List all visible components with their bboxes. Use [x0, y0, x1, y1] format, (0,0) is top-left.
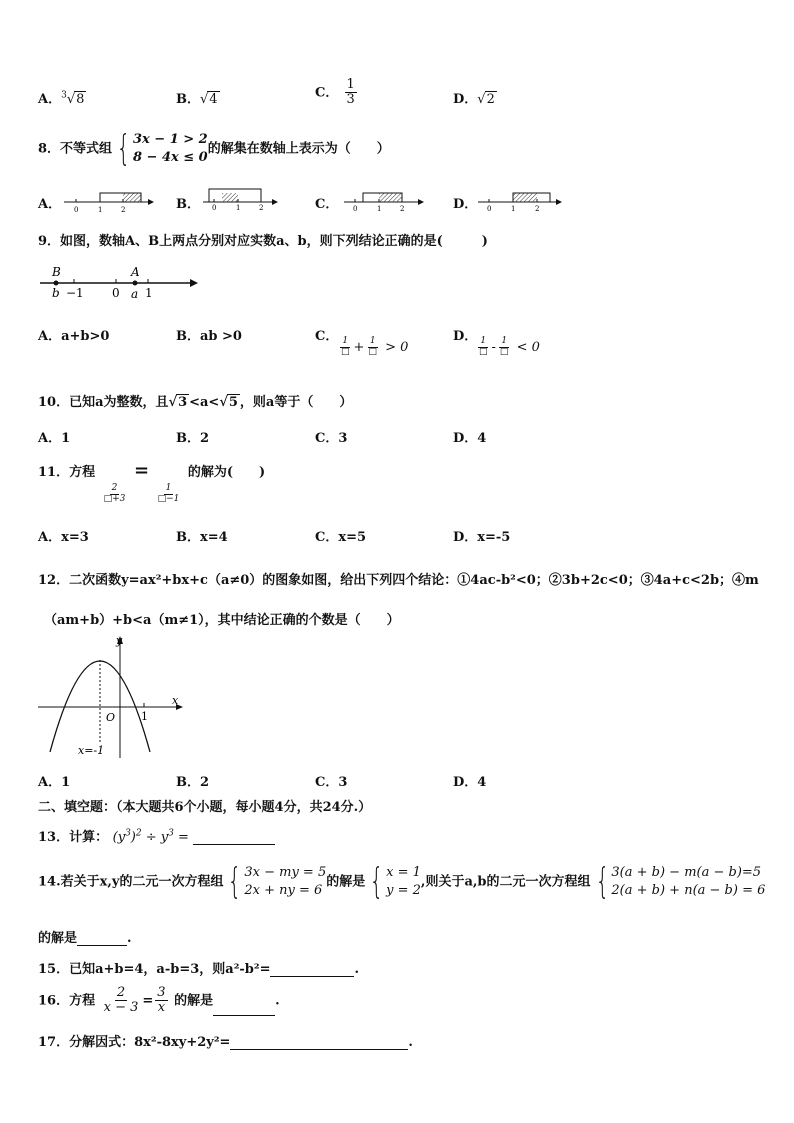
tick-label: 2 — [400, 205, 405, 213]
q12-parabola-graph — [36, 632, 196, 762]
point-label-B: B — [52, 265, 61, 279]
axis-label-y: y — [116, 634, 123, 647]
q8-option-c[interactable]: C． — [315, 197, 339, 212]
q9-option-d[interactable]: D． $\frac{1}{□}$ - $\frac{1}{□}$ < 0 — [453, 329, 540, 357]
q11-option-b[interactable]: B．x=4 — [176, 530, 228, 545]
q14-stem: 14.若关于x,y的二元一次方程组 { 3x − my = 5 2x + ny = 6 的解是 { x = 1 y = 2 ,则关于a,b的二元一次方程组 { 3(a + b) − m(a − b)=5 2(a + b) + n(a − b) = 6 — [38, 861, 766, 902]
q8-option-b[interactable]: B． — [176, 197, 200, 212]
q15-answer-blank[interactable] — [270, 976, 354, 977]
q12-stem-line2: （am+b）+b<a（m≠1），其中结论正确的个数是（ ） — [44, 613, 400, 628]
q15-stem: 15．已知a+b=4，a-b=3，则a²-b²= . — [38, 962, 360, 977]
q13-answer-blank[interactable] — [193, 844, 275, 845]
q8-number-lines — [0, 0, 794, 230]
q7-option-c[interactable]: C． $\frac{1}{3}$ — [315, 77, 355, 108]
q9-option-a[interactable]: A．a+b>0 — [38, 329, 110, 344]
q10-option-b[interactable]: B．2 — [176, 431, 210, 446]
q11-option-a[interactable]: A．x=3 — [38, 530, 89, 545]
q12-option-b[interactable]: B．2 — [176, 775, 210, 790]
q14-answer-blank[interactable] — [77, 945, 127, 946]
q10-stem: 10．已知a为整数，且√3 <a<√5 ，则a等于（ ） — [38, 395, 353, 410]
tick-label: 0 — [74, 206, 79, 214]
q9-number-line — [30, 262, 210, 302]
origin-label: O — [106, 711, 116, 724]
q11-stem: 11．方程 $\frac{2}{□+3}$ = $\frac{1}{□-1}$ 的解为( ) — [38, 460, 266, 504]
label-zero: 0 — [112, 286, 120, 300]
q8-option-a[interactable]: A． — [38, 197, 62, 212]
axis-label-x: x — [172, 694, 179, 707]
number-line-d — [478, 193, 562, 213]
q11-option-d[interactable]: D．x=-5 — [453, 530, 511, 545]
q12-option-c[interactable]: C．3 — [315, 775, 348, 790]
tick-label: 1 — [511, 205, 516, 213]
q8-stem: 8．不等式组 { 3x − 1 > 2 8 − 4x ≤ 0 的解集在数轴上表示为（ ） — [38, 128, 390, 169]
q16-stem: 16．方程 $\frac{2}{x - 3}$ = $\frac{3}{x}$ 的解是 . — [38, 985, 280, 1016]
q13-stem: 13．计算： $(y^3)^2 \div y^3$ = — [38, 826, 275, 845]
q12-stem-line1: 12．二次函数y=ax²+bx+c（a≠0）的图象如图，给出下列四个结论：①4ac-b²<0；②3b+2c<0；③4a+c<2b；④m — [38, 573, 759, 588]
q11-option-c[interactable]: C．x=5 — [315, 530, 367, 545]
number-line-a — [64, 193, 154, 214]
tick-label: 0 — [487, 205, 492, 213]
tick-label: 1 — [377, 205, 382, 213]
q16-answer-blank[interactable] — [213, 1015, 275, 1016]
number-line-b — [203, 189, 278, 212]
q12-option-d[interactable]: D．4 — [453, 775, 487, 790]
point-label-A: A — [131, 265, 140, 279]
section-heading: 二、填空题：（本大题共6个小题，每小题4分，共24分.） — [38, 800, 372, 815]
q8-option-d[interactable]: D． — [453, 197, 478, 212]
tick-label-one: 1 — [141, 710, 148, 723]
tick-label: 2 — [121, 206, 126, 214]
q14-tail: 的解是 . — [38, 931, 132, 946]
tick-label: 0 — [212, 204, 217, 212]
q7-option-b[interactable]: B．√4 — [176, 92, 218, 107]
q17-answer-blank[interactable] — [230, 1049, 408, 1050]
tick-label: 2 — [535, 205, 540, 213]
tick-label: 1 — [98, 206, 103, 214]
q9-option-b[interactable]: B．ab >0 — [176, 329, 242, 344]
label-one: 1 — [145, 286, 153, 300]
q10-option-d[interactable]: D．4 — [453, 431, 487, 446]
label-a: a — [131, 287, 139, 301]
q10-option-a[interactable]: A．1 — [38, 431, 71, 446]
axis-of-symmetry-label: x=-1 — [78, 744, 105, 757]
tick-label: 1 — [236, 204, 241, 212]
label-minus-one: −1 — [66, 286, 84, 300]
q10-option-c[interactable]: C．3 — [315, 431, 348, 446]
q9-option-c[interactable]: C． $\frac{1}{□}$ + $\frac{1}{□}$ > 0 — [315, 329, 409, 357]
q7-option-d[interactable]: D．√2 — [453, 92, 495, 107]
fraction: $\frac{1}{3}$ — [346, 77, 355, 108]
q7-option-a[interactable]: A．$^3$√8 — [38, 90, 85, 107]
q12-option-a[interactable]: A．1 — [38, 775, 71, 790]
tick-label: 0 — [353, 205, 358, 213]
q9-stem: 9．如图，数轴A、B上两点分别对应实数a、b，则下列结论正确的是( ) — [38, 234, 488, 249]
label-b: b — [52, 286, 60, 300]
q17-stem: 17．分解因式：8x²-8xy+2y²= . — [38, 1035, 413, 1050]
tick-label: 2 — [259, 204, 264, 212]
number-line-c — [344, 193, 424, 213]
